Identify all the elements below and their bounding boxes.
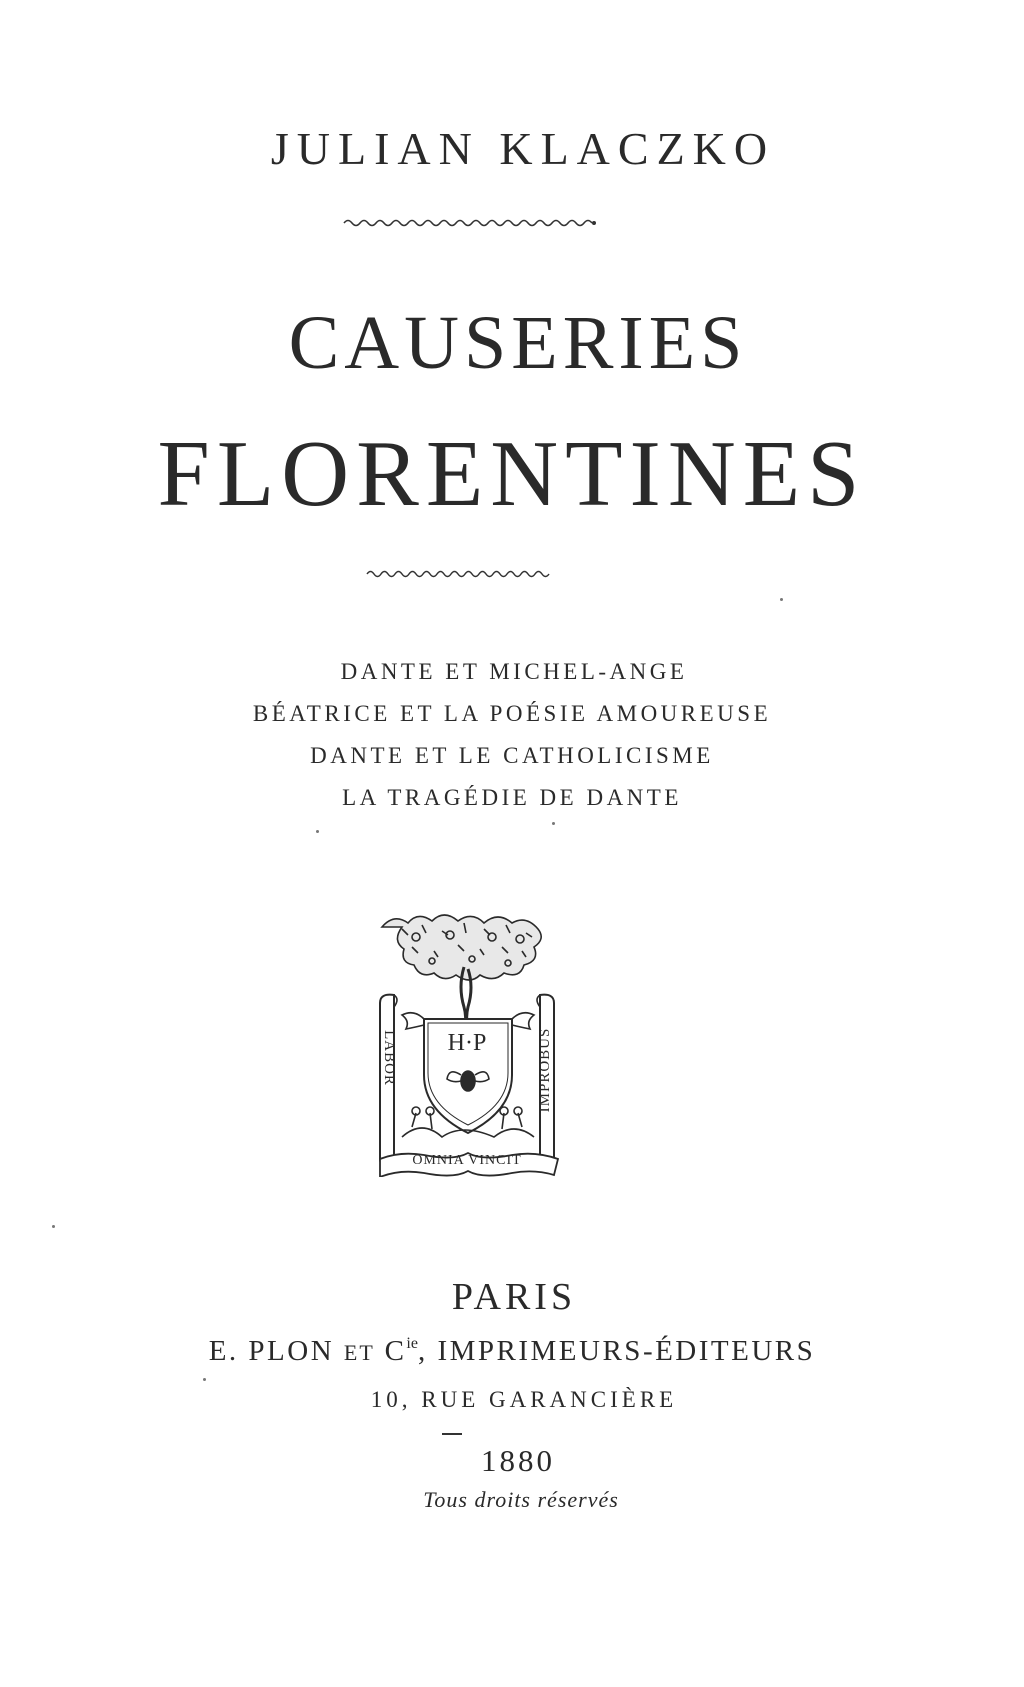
publisher-name: E. PLON [208, 1335, 335, 1367]
paper-speck [203, 1378, 206, 1381]
contents-list [0, 651, 1024, 819]
paper-speck [316, 830, 319, 833]
imprint-address: 10, RUE GARANCIÈRE [370, 1387, 678, 1412]
contents-item: BÉATRICE ET LA POÉSIE AMOUREUSE [252, 701, 772, 726]
device-monogram: H·P [432, 1030, 502, 1057]
ornamental-rule-middle [364, 566, 554, 580]
imprint-year: 1880 [481, 1443, 555, 1478]
publisher-role: , IMPRIMEURS-ÉDITEURS [417, 1335, 816, 1367]
short-rule [442, 1433, 462, 1435]
title-line-1: CAUSERIES [288, 301, 748, 385]
rights-notice: Tous droits réservés [423, 1487, 619, 1512]
title-line-2: FLORENTINES [157, 422, 867, 526]
paper-speck [552, 822, 555, 825]
device-motto: OMNIA VINCIT [412, 1153, 522, 1168]
paper-speck [780, 598, 783, 601]
contents-item: LA TRAGÉDIE DE DANTE [342, 785, 682, 810]
imprint-publisher [0, 1335, 1024, 1368]
contents-item: DANTE ET MICHEL-ANGE [340, 659, 688, 684]
author-name: JULIAN KLACZKO [270, 123, 776, 174]
publisher-co: C [384, 1335, 407, 1367]
paper-speck [52, 1225, 55, 1228]
device-banner-left: LABOR [381, 1030, 397, 1086]
imprint-city: PARIS [451, 1276, 577, 1318]
publisher-et: ET [343, 1340, 375, 1365]
device-banner-right: IMPROBUS [537, 1027, 553, 1113]
contents-item: DANTE ET LE CATHOLICISME [310, 743, 714, 768]
ornamental-rule-top [340, 214, 600, 230]
publisher-co-superscript: ie [406, 1335, 418, 1352]
